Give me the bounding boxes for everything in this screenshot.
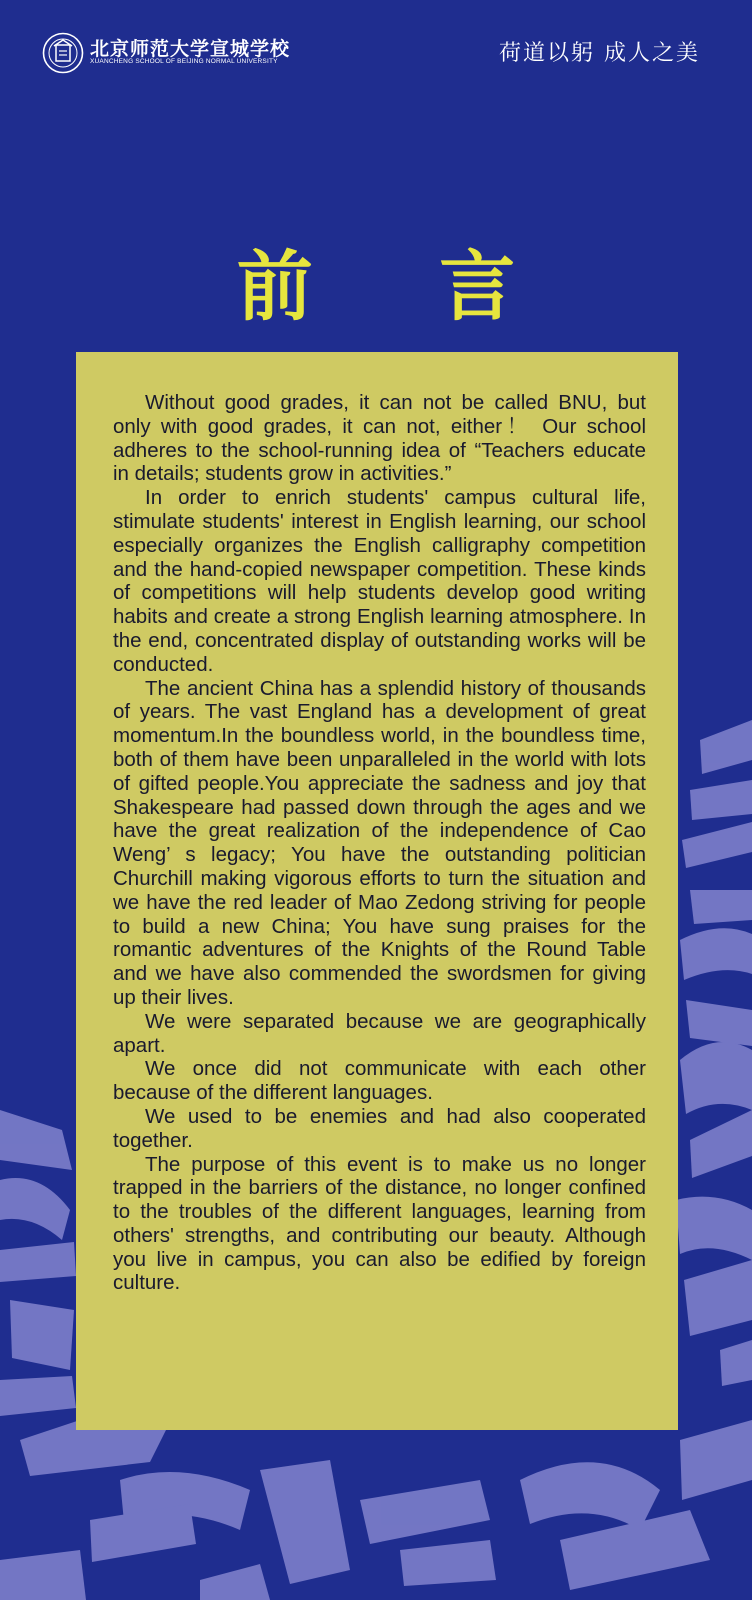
preface-paragraph: We used to be enemies and had also cooperated together. bbox=[113, 1104, 646, 1152]
preface-paragraph: The purpose of this event is to make us no longer trapped in the barriers of the distance, no longer confined to the troubles of the different languages, learning from others' strengths, and contributing our beauty. Although you live in campus, you can also be edified by foreign culture. bbox=[113, 1152, 646, 1295]
preface-paragraph: Without good grades, it can not be called BNU, but only with good grades, it can not, either！ Our school adheres to the school-running idea of “Teachers educate in details; students grow in activities.” bbox=[113, 391, 646, 486]
preface-panel bbox=[76, 352, 678, 1430]
preface-paragraph: We once did not communicate with each other because of the different languages. bbox=[113, 1057, 646, 1105]
preface-paragraph: The ancient China has a splendid history of thousands of years. The vast England has a development of great momentum.In the boundless world, in the boundless time, both of them have been unparalleled in the world with lots of gifted people.You appreciate the sadness and joy that Shakespeare had passed down through the ages and we have the great realization of the independence of Cao Weng’ s legacy; You have the outstanding politician Churchill making vigorous efforts to turn the situation and we have the red leader of Mao Zedong striving for people to build a new China; You have sung praises for the romantic adventures of the Knights of the Round Table and we have also commended the swordsmen for giving up their lives. bbox=[113, 676, 646, 1009]
school-name-cn: 北京师范大学宣城学校 bbox=[90, 38, 291, 60]
page-title: 前 言 bbox=[236, 242, 566, 331]
preface-paragraph: In order to enrich students' campus cultural life, stimulate students' interest in English learning, our school especially organizes the English calligraphy competition and the hand-copied newspaper competition. These kinds of competitions will help students develop good writing habits and create a strong English learning atmosphere. In the end, concentrated display of outstanding works will be conducted. bbox=[113, 486, 646, 676]
school-logo bbox=[42, 32, 84, 74]
school-motto: 荷道以躬 成人之美 bbox=[499, 41, 700, 66]
school-name-en: XUANCHENG SCHOOL OF BEIJING NORMAL UNIVERSITY bbox=[90, 58, 278, 65]
preface-paragraph: We were separated because we are geographically apart. bbox=[113, 1009, 646, 1057]
